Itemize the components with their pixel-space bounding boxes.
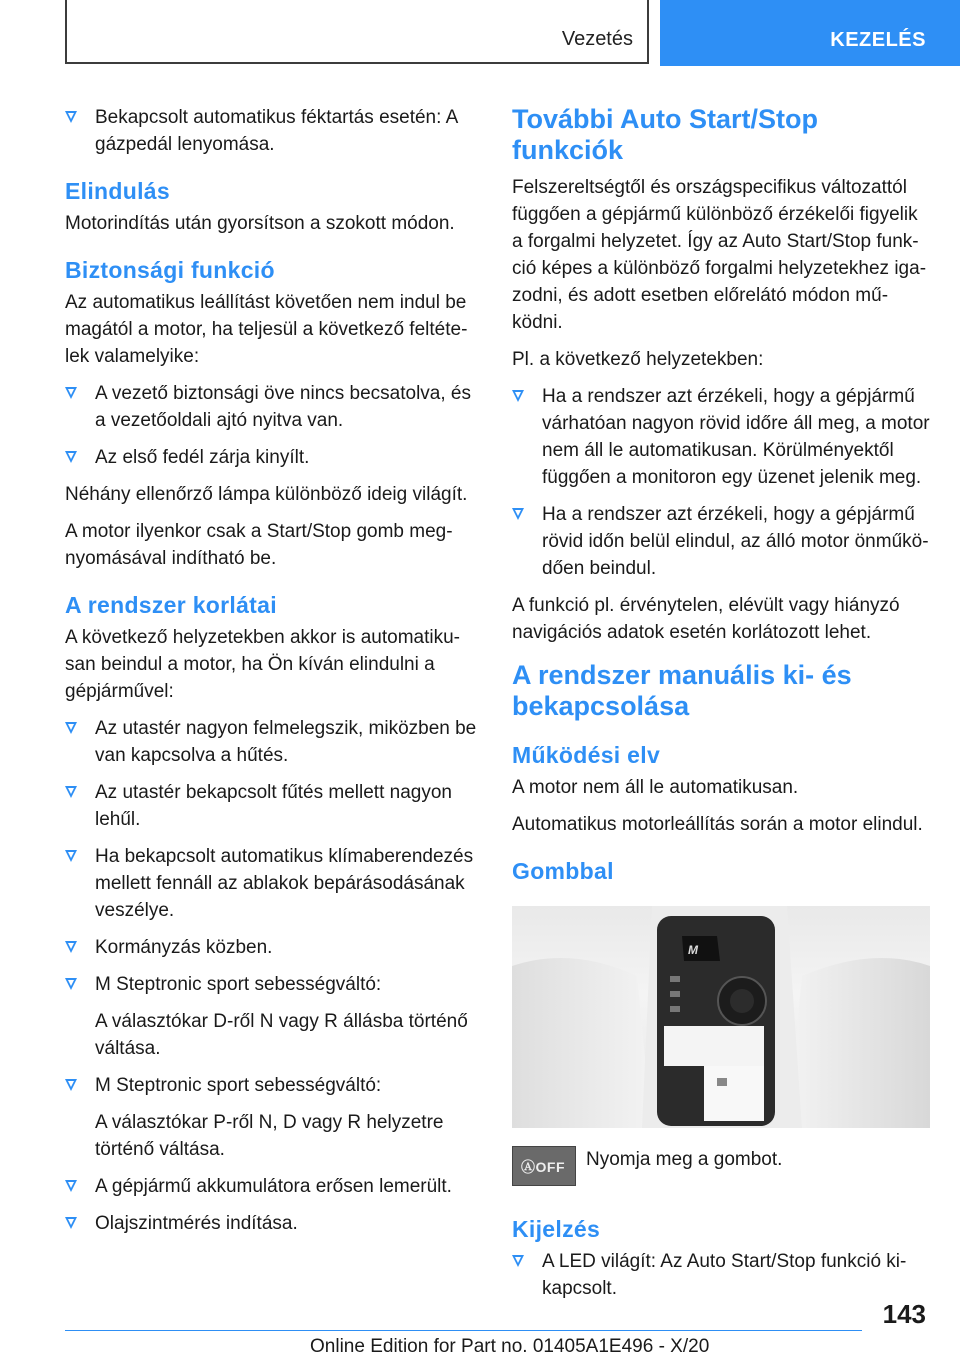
m-logo: M [688,943,698,957]
list-item: Ha a rendszer azt érzékeli, hogy a gépjármű várhatóan nagyon rövid időre áll meg, a motor nem áll le automatikusan. Körülményektől függően a monitoron egy üzenet jelenik meg. [512,383,930,491]
paragraph: Automatikus motorleállítás során a motor elindul. [512,814,923,835]
console-highlight [664,1026,764,1066]
list-item: Bekapcsolt automatikus féktartás esetén: A gázpedál lenyomása. [65,104,477,158]
right-column [512,104,930,1312]
paragraph: Néhány ellenőrző lámpa különböző ideig világít. [65,484,468,505]
paragraph: Az automatikus leállítást követően nem indul be magától a motor, ha teljesül a következő feltételek valamelyike: [65,292,468,367]
idrive-center [730,989,754,1013]
header-section-box [65,0,649,64]
console-button [717,1078,727,1086]
right-seat [787,958,930,1128]
paragraph: Felszereltségtől és országspecifikus változattól függően a gépjármű különböző érzékelői figyelik a forgalmi helyzetet. Így az Auto Start/Stop funkció képes a különböző forgalmi helyzetekhez igazodni, és adott esetben előrelátó módon működni. [512,177,927,333]
header-chapter-tab [660,0,960,66]
bullet-triangle-icon [65,387,77,399]
edition-text: Online Edition for Part no. 01405A1E496 - X/20 [310,1336,710,1357]
heading-mukodesi-elv: Működési elv [512,742,661,768]
heading-gombbal: Gombbal [512,858,614,884]
list-item: A vezető biztonsági öve nincs becsatolva, és a vezetőoldali ajtó nyitva van. [65,380,477,434]
bullet-triangle-icon [65,722,77,734]
paragraph: A funkció pl. érvénytelen, elévült vagy hiányzó navigációs adatok esetén korlátozott lehet. [512,595,900,643]
paragraph: Motorindítás után gyorsítson a szokott módon. [65,213,455,234]
auto-start-stop-button-row [512,1146,930,1190]
bullet-triangle-icon [65,451,77,463]
list-item-detail: A választókar P-ről N, D vagy R helyzetre történő váltása. [95,1112,444,1160]
list-item: Az utastér nagyon felmelegszik, miközben be van kapcsolva a hűtés. [65,715,477,769]
paragraph: A következő helyzetekben akkor is automatikusan beindul a motor, ha Ön kíván elindulni a gépjárművel: [65,627,460,702]
bullet-triangle-icon [65,941,77,953]
list-item: Kormányzás közben. [65,934,477,961]
heading-manualis-ki-be: A rendszer manuális ki- és bekapcsolása [512,660,852,721]
list-item: Ha bekapcsolt automatikus klímaberendezés mellett fennáll az ablakok bepárásodásának veszélye. [65,843,477,924]
left-column [65,104,477,1247]
page-number: 143 [882,1299,926,1329]
console-highlight-lower [704,1066,764,1121]
bullet-triangle-icon [65,1180,77,1192]
bullet-triangle-icon [65,1079,77,1091]
paragraph: A motor ilyenkor csak a Start/Stop gomb megnyomásával indítható be. [65,521,453,569]
heading-kijelzes: Kijelzés [512,1216,601,1242]
paragraph: Pl. a következő helyzetekben: [512,349,764,370]
heading-tovabbi-funkciok: További Auto Start/Stop funkciók [512,104,818,165]
list-item: A LED világít: Az Auto Start/Stop funkció kikapcsolt. [512,1248,930,1302]
footer-text [310,1336,709,1358]
button-caption: Nyomja meg a gombot. [586,1149,783,1170]
console-button [670,991,680,997]
console-button [670,976,680,982]
chapter-title: KEZELÉS [830,29,926,51]
list-item: Olajszintmérés indítása. [65,1210,477,1237]
bullet-triangle-icon [65,111,77,123]
auto-start-stop-off-button [512,1146,576,1186]
center-console-illustration [512,906,930,1128]
footer-rule [65,1330,862,1331]
bullet-triangle-icon [65,786,77,798]
button-label: ⒶOFF [521,1159,565,1175]
bullet-triangle-icon [512,1255,524,1267]
bullet-triangle-icon [512,508,524,520]
list-item: A gépjármű akkumulátora erősen lemerült. [65,1173,477,1200]
left-seat [512,958,652,1128]
bullet-triangle-icon [65,850,77,862]
section-title: Vezetés [561,28,633,50]
list-item-detail: A választókar D-ről N vagy R állásba történő váltása. [95,1011,468,1059]
list-item: Az utastér bekapcsolt fűtés mellett nagyon lehűl. [65,779,477,833]
heading-elindulas: Elindulás [65,178,170,204]
console-button [670,1006,680,1012]
heading-biztonsagi-funkcio: Biztonsági funkció [65,257,275,283]
list-item: Az első fedél zárja kinyílt. [65,444,477,471]
list-item: Ha a rendszer azt érzékeli, hogy a gépjármű rövid időn belül elindul, az álló motor önműködően beindul. [512,501,930,582]
center-console-photo [512,906,930,1128]
bullet-triangle-icon [65,978,77,990]
bullet-triangle-icon [512,390,524,402]
heading-rendszer-korlatai: A rendszer korlátai [65,592,277,618]
paragraph: A motor nem áll le automatikusan. [512,777,799,798]
list-item: M Steptronic sport sebességváltó: [65,971,477,998]
bullet-triangle-icon [65,1217,77,1229]
list-item: M Steptronic sport sebességváltó: [65,1072,477,1099]
